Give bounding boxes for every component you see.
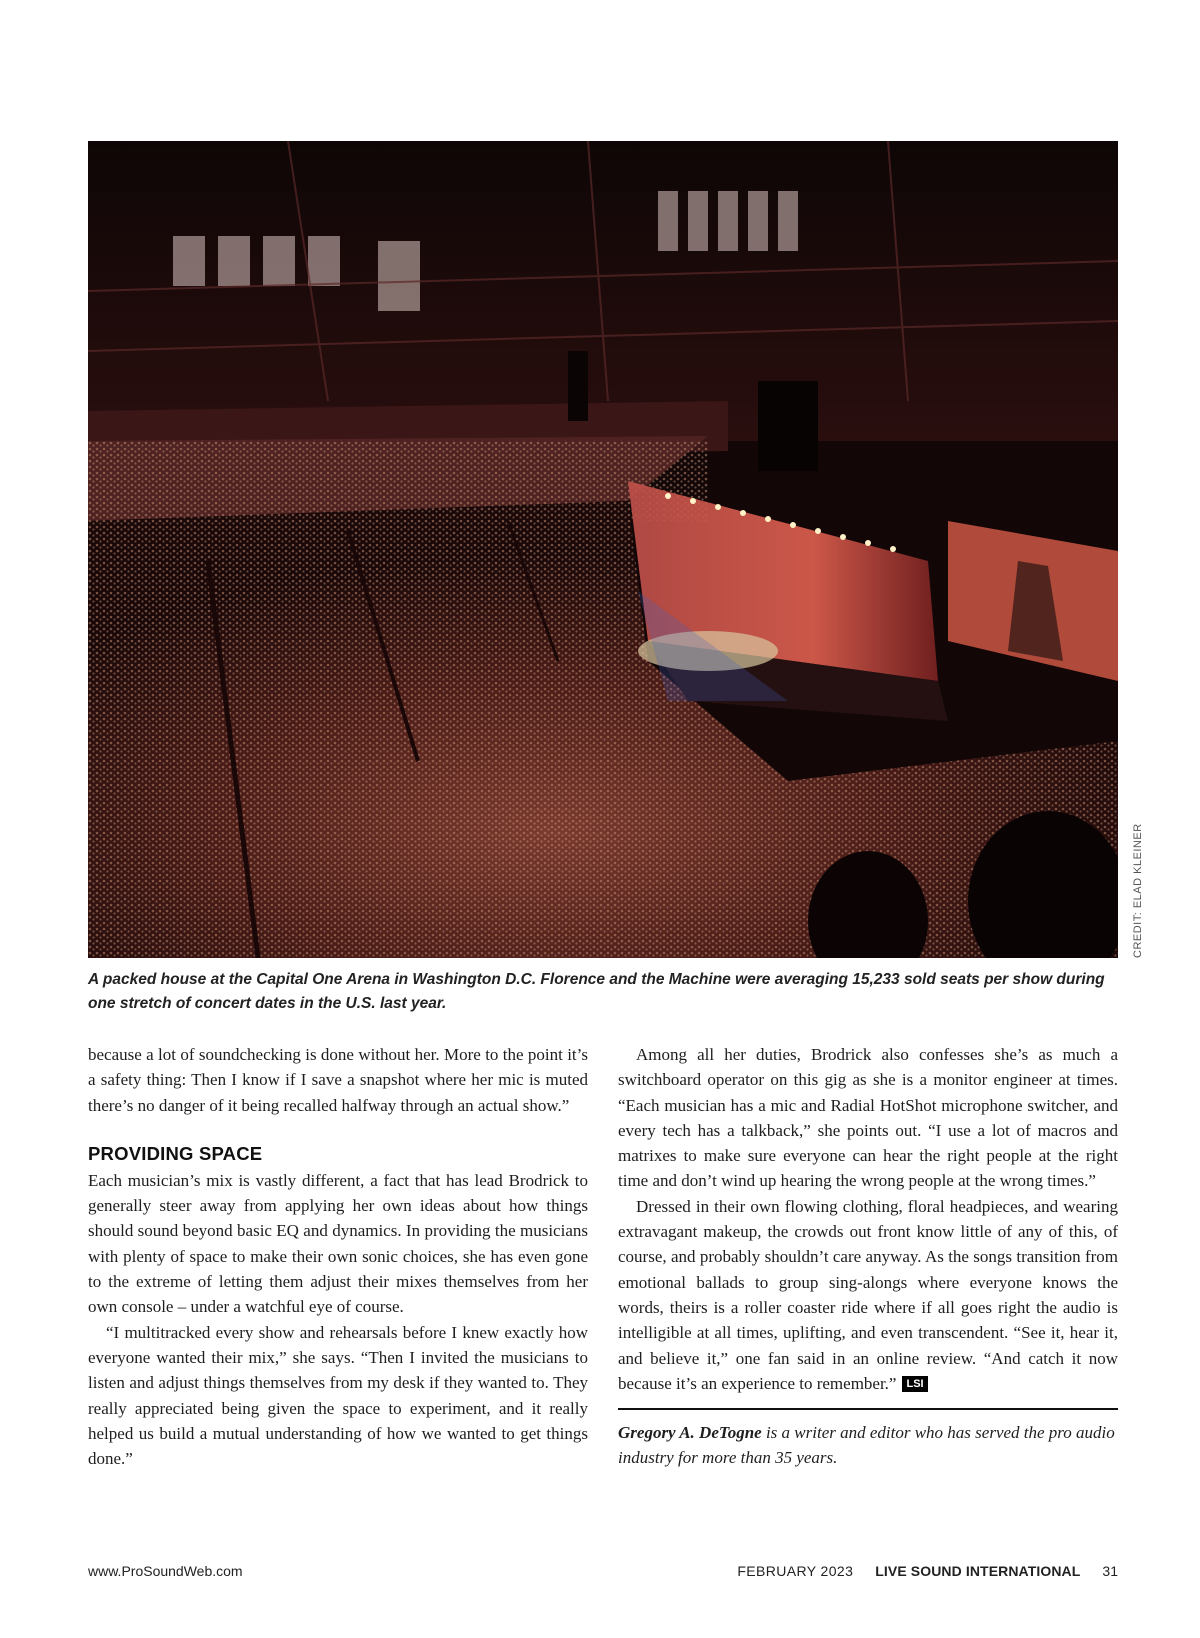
section-subhead: PROVIDING SPACE bbox=[88, 1142, 263, 1164]
page-number: 31 bbox=[1102, 1563, 1118, 1579]
photo-caption: A packed house at the Capital One Arena in Washington D.C. Florence and the Machine were averaging 15,233 sold seats per show during one stretch of concert dates in the U.S. last year. bbox=[88, 971, 1105, 1012]
end-mark-badge: LSI bbox=[902, 1376, 927, 1392]
magazine-name: LIVE SOUND INTERNATIONAL bbox=[875, 1563, 1081, 1579]
website-url: www.ProSoundWeb.com bbox=[88, 1563, 243, 1579]
article-column-right bbox=[618, 1042, 1118, 1471]
author-name: Gregory A. DeTogne bbox=[618, 1423, 762, 1443]
body-paragraph: “I multitracked every show and rehearsals before I knew exactly how everyone wanted their mix,” she says. “Then I invited the musicians to listen and adjust things themselves from my desk if they wanted to. They really appreciated being given the space to experiment, and it really helped us build a mutual understanding of how we wanted to get things done.” bbox=[88, 1322, 588, 1469]
article-column-left bbox=[88, 1042, 588, 1471]
body-paragraph bbox=[618, 1194, 1118, 1396]
author-bio bbox=[618, 1420, 1118, 1471]
body-paragraph: Each musician’s mix is vastly different, a fact that has lead Brodrick to generally steer away from applying her own ideas about how things should sound beyond basic EQ and dynamics. In providing the musicians with plenty of space to make their own sonic choices, she has even gone to the extreme of letting them adjust their mixes themselves from her own console – under a watchful eye of course. bbox=[88, 1170, 588, 1317]
page-footer bbox=[88, 1563, 1118, 1583]
paragraph-text: Dressed in their own flowing clothing, floral headpieces, and wearing extravagant makeup, the crowds out front know little of any of this, of course, and probably shouldn’t care anyway. As the songs transition from emotional ballads to group sing-alongs where everyone knows the words, theirs is a roller coaster ride where if all goes right the audio is intelligible at all times, uplifting, and even transcendent. “See it, hear it, and believe it,” one fan said in an online review. “And catch it now because it’s an experience to remember.” bbox=[618, 1196, 1118, 1393]
concert-photo bbox=[88, 141, 1118, 958]
concert-arena-photo-icon bbox=[88, 141, 1118, 958]
body-paragraph: because a lot of soundchecking is done without her. More to the point it’s a safety thing: Then I know if I save a snapshot where her mic is muted there’s no danger of it being recalled halfway through an actual show.” bbox=[88, 1045, 588, 1115]
footer-right bbox=[737, 1563, 1118, 1579]
issue-date: FEBRUARY 2023 bbox=[737, 1563, 854, 1579]
bio-divider bbox=[618, 1408, 1118, 1410]
body-paragraph: Among all her duties, Brodrick also confesses she’s as much a switchboard operator on this gig as she is a monitor engineer at times. “Each musician has a mic and Radial HotShot microphone switcher, and every tech has a talkback,” she points out. “I use a lot of macros and matrixes to make sure everyone can hear the right people at the right time and don’t wind up hearing the wrong people at the wrong times.” bbox=[618, 1045, 1118, 1191]
author-bio-text: is a writer and editor who has served the pro audio industry for more than 35 years. bbox=[618, 1423, 1115, 1468]
photo-credit: CREDIT: ELAD KLEINER bbox=[1132, 823, 1144, 958]
